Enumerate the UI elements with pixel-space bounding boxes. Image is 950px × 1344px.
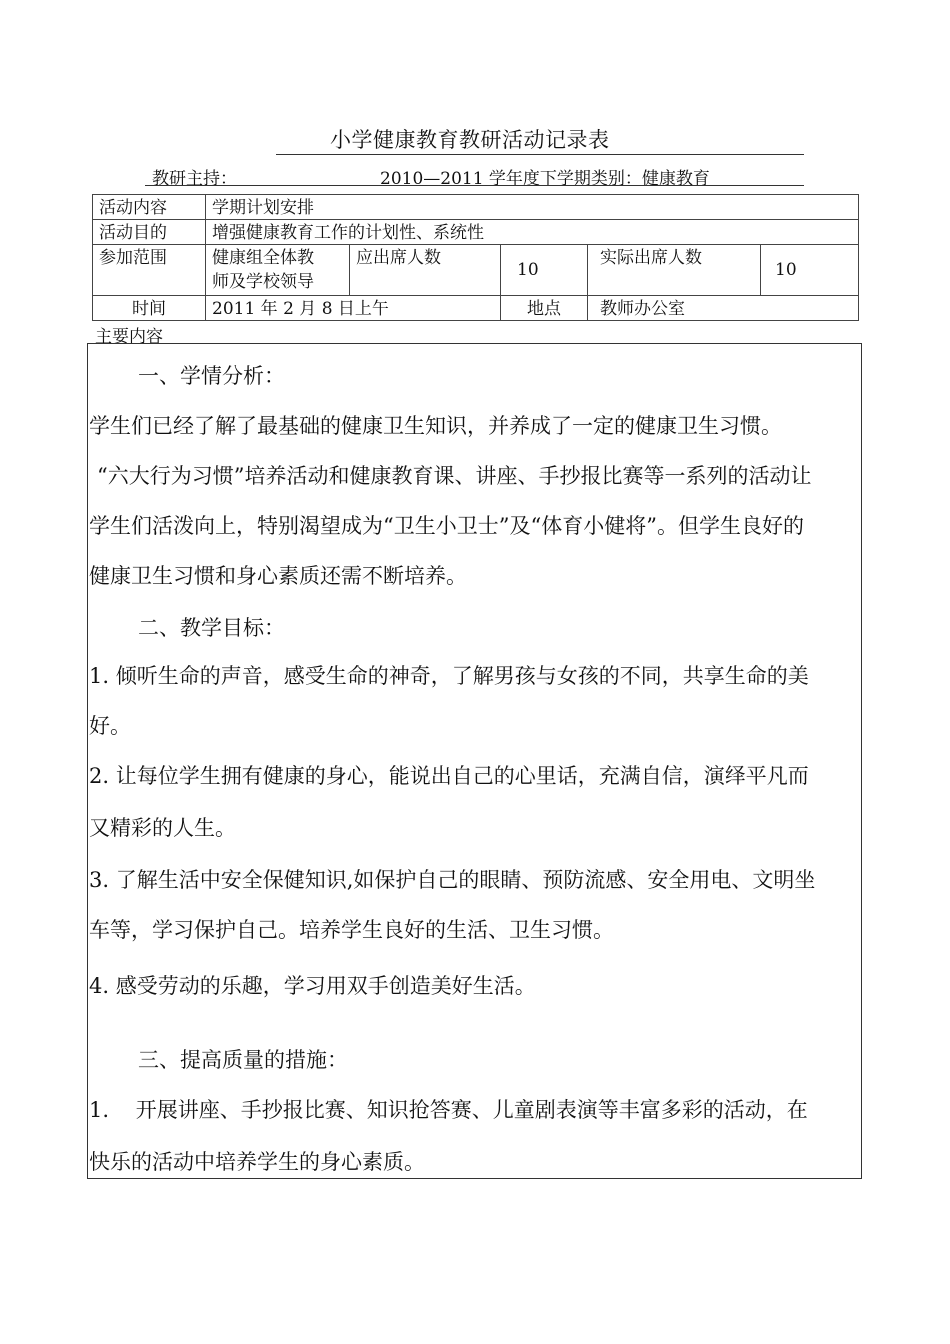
term-category-text: 2010—2011 学年度下学期类别：健康教育 <box>380 169 710 189</box>
paragraph-line: “六大行为习惯”培养活动和健康教育课、讲座、手抄报比赛等一系列的活动让 <box>97 464 812 488</box>
activity-value: 学期计划安排 <box>205 194 859 220</box>
section-heading-measures: 三、提高质量的措施： <box>138 1048 348 1072</box>
actual-attendance-value: 10 <box>760 244 859 296</box>
main-content-label: 主要内容 <box>95 327 163 347</box>
subtitle-underline <box>145 185 804 186</box>
purpose-label: 活动目的 <box>92 219 206 245</box>
place-label: 地点 <box>500 295 588 321</box>
expected-attendance-value: 10 <box>500 244 588 296</box>
paragraph-line: 车等，学习保护自己。培养学生良好的生活、卫生习惯。 <box>89 918 614 942</box>
paragraph-line: 快乐的活动中培养学生的身心素质。 <box>89 1150 425 1174</box>
section-heading-goals: 二、教学目标： <box>138 616 285 640</box>
scope-value-line-1: 健康组全体教 <box>212 248 314 268</box>
paragraph-line: 好。 <box>89 714 131 738</box>
paragraph-line: 1. 开展讲座、手抄报比赛、知识抢答赛、儿童剧表演等丰富多彩的活动，在 <box>89 1098 808 1122</box>
paragraph-line: 4. 感受劳动的乐趣，学习用双手创造美好生活。 <box>89 974 536 998</box>
scope-label: 参加范围 <box>92 244 206 296</box>
scope-value-line-2: 师及学校领导 <box>212 272 314 292</box>
paragraph-line: 学生们已经了解了最基础的健康卫生知识，并养成了一定的健康卫生习惯。 <box>89 414 782 438</box>
paragraph-line: 学生们活泼向上，特别渴望成为“卫生小卫士”及“体育小健将”。但学生良好的 <box>89 514 804 538</box>
scope-value <box>205 244 350 296</box>
purpose-value: 增强健康教育工作的计划性、系统性 <box>205 219 859 245</box>
section-heading-analysis: 一、学情分析： <box>138 364 285 388</box>
place-value: 教师办公室 <box>587 295 859 321</box>
time-label: 时间 <box>92 295 206 321</box>
paragraph-line: 又精彩的人生。 <box>89 816 236 840</box>
activity-label: 活动内容 <box>92 194 206 220</box>
paragraph-line: 2. 让每位学生拥有健康的身心，能说出自己的心里话，充满自信，演绎平凡而 <box>89 764 809 788</box>
time-value: 2011 年 2 月 8 日上午 <box>205 295 501 321</box>
document-title: 小学健康教育教研活动记录表 <box>330 128 610 152</box>
paragraph-line: 1. 倾听生命的声音，感受生命的神奇，了解男孩与女孩的不同，共享生命的美 <box>89 664 809 688</box>
title-underline <box>276 154 804 155</box>
actual-attendance-label: 实际出席人数 <box>587 244 761 296</box>
host-label: 教研主持： <box>152 169 237 189</box>
paragraph-line: 3. 了解生活中安全保健知识,如保护自己的眼睛、预防流感、安全用电、文明坐 <box>89 868 816 892</box>
paragraph-line: 健康卫生习惯和身心素质还需不断培养。 <box>89 564 467 588</box>
expected-attendance-label: 应出席人数 <box>349 244 501 296</box>
